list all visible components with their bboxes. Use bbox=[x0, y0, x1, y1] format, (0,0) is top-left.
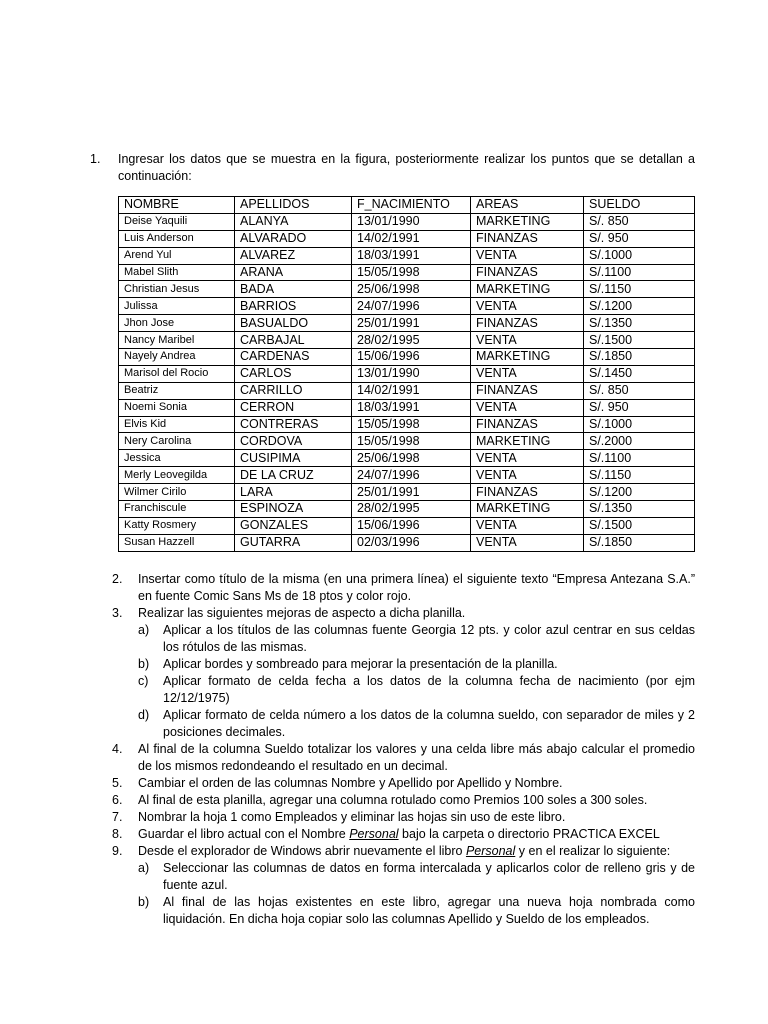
cell-nombre: Christian Jesus bbox=[119, 281, 235, 298]
step-number: 4. bbox=[112, 742, 123, 756]
substep-letter: a) bbox=[138, 861, 150, 875]
cell-f-nacimiento: 13/01/1990 bbox=[352, 365, 471, 382]
cell-f-nacimiento: 15/06/1996 bbox=[352, 517, 471, 534]
cell-f-nacimiento: 15/05/1998 bbox=[352, 416, 471, 433]
cell-apellidos: ARANA bbox=[235, 264, 352, 281]
cell-nombre: Beatriz bbox=[119, 382, 235, 399]
step-number: 6. bbox=[112, 793, 123, 807]
table-row bbox=[119, 365, 695, 382]
step-4 bbox=[112, 741, 695, 775]
cell-areas: FINANZAS bbox=[471, 382, 584, 399]
substep-text: Aplicar formato de celda fecha a los datos de la columna fecha de nacimiento (por ejm 12/12/1975) bbox=[163, 674, 695, 705]
cell-sueldo: S/.1450 bbox=[584, 365, 695, 382]
table-header-row bbox=[119, 197, 695, 214]
cell-sueldo: S/.1100 bbox=[584, 264, 695, 281]
cell-areas: MARKETING bbox=[471, 349, 584, 366]
cell-areas: FINANZAS bbox=[471, 264, 584, 281]
instruction-list bbox=[112, 571, 695, 928]
cell-apellidos: BARRIOS bbox=[235, 298, 352, 315]
step-text: Nombrar la hoja 1 como Empleados y eliminar las hojas sin uso de este libro. bbox=[138, 810, 566, 824]
substep-text: Aplicar bordes y sombreado para mejorar la presentación de la planilla. bbox=[163, 657, 558, 671]
cell-f-nacimiento: 15/05/1998 bbox=[352, 264, 471, 281]
substep-letter: c) bbox=[138, 674, 149, 688]
cell-apellidos: CARLOS bbox=[235, 365, 352, 382]
table-row bbox=[119, 264, 695, 281]
cell-sueldo: S/. 850 bbox=[584, 382, 695, 399]
cell-f-nacimiento: 25/06/1998 bbox=[352, 281, 471, 298]
cell-apellidos: CARRILLO bbox=[235, 382, 352, 399]
cell-apellidos: GUTARRA bbox=[235, 534, 352, 551]
employee-table bbox=[118, 196, 695, 552]
table-row bbox=[119, 450, 695, 467]
table-row bbox=[119, 298, 695, 315]
table-row bbox=[119, 349, 695, 366]
file-name-emphasis: Personal bbox=[465, 844, 516, 858]
step-text-part: bajo la carpeta o directorio PRACTICA EXCEL bbox=[398, 827, 660, 841]
table-row bbox=[119, 281, 695, 298]
file-name-emphasis: Personal bbox=[349, 827, 399, 841]
substep-letter: b) bbox=[138, 657, 150, 671]
cell-sueldo: S/.1850 bbox=[584, 534, 695, 551]
cell-f-nacimiento: 28/02/1995 bbox=[352, 501, 471, 518]
cell-sueldo: S/.1350 bbox=[584, 501, 695, 518]
table-row bbox=[119, 382, 695, 399]
table-row bbox=[119, 247, 695, 264]
step-text bbox=[138, 826, 695, 843]
step-7 bbox=[112, 809, 695, 826]
cell-apellidos: BASUALDO bbox=[235, 315, 352, 332]
question-1 bbox=[90, 151, 695, 185]
cell-apellidos: CERRON bbox=[235, 399, 352, 416]
cell-f-nacimiento: 24/07/1996 bbox=[352, 467, 471, 484]
cell-apellidos: ESPINOZA bbox=[235, 501, 352, 518]
cell-f-nacimiento: 25/01/1991 bbox=[352, 484, 471, 501]
cell-f-nacimiento: 25/06/1998 bbox=[352, 450, 471, 467]
cell-apellidos: ALVAREZ bbox=[235, 247, 352, 264]
cell-areas: VENTA bbox=[471, 247, 584, 264]
step-number: 7. bbox=[112, 810, 123, 824]
cell-f-nacimiento: 15/06/1996 bbox=[352, 349, 471, 366]
header-nombre: NOMBRE bbox=[119, 197, 235, 214]
cell-f-nacimiento: 14/02/1991 bbox=[352, 382, 471, 399]
cell-apellidos: ALANYA bbox=[235, 213, 352, 230]
step-number: 8. bbox=[112, 827, 123, 841]
cell-sueldo: S/.1500 bbox=[584, 332, 695, 349]
cell-nombre: Jhon Jose bbox=[119, 315, 235, 332]
cell-sueldo: S/.1100 bbox=[584, 450, 695, 467]
cell-sueldo: S/. 950 bbox=[584, 399, 695, 416]
step-text bbox=[138, 843, 695, 860]
cell-areas: FINANZAS bbox=[471, 416, 584, 433]
cell-apellidos: CONTRERAS bbox=[235, 416, 352, 433]
cell-sueldo: S/.1000 bbox=[584, 247, 695, 264]
cell-nombre: Noemi Sonia bbox=[119, 399, 235, 416]
step-3a bbox=[112, 622, 695, 656]
cell-nombre: Deise Yaquili bbox=[119, 213, 235, 230]
cell-nombre: Jessica bbox=[119, 450, 235, 467]
cell-sueldo: S/.1200 bbox=[584, 298, 695, 315]
cell-areas: VENTA bbox=[471, 450, 584, 467]
step-number: 9. bbox=[112, 844, 123, 858]
cell-areas: VENTA bbox=[471, 534, 584, 551]
cell-areas: MARKETING bbox=[471, 213, 584, 230]
step-text: Realizar las siguientes mejoras de aspecto a dicha planilla. bbox=[138, 606, 466, 620]
cell-f-nacimiento: 15/05/1998 bbox=[352, 433, 471, 450]
step-text: Al final de la columna Sueldo totalizar los valores y una celda libre más abajo calcular el promedio de los mismos redondeando el resultado en un decimal. bbox=[138, 742, 695, 773]
cell-f-nacimiento: 02/03/1996 bbox=[352, 534, 471, 551]
table-row bbox=[119, 433, 695, 450]
step-6 bbox=[112, 792, 695, 809]
cell-areas: VENTA bbox=[471, 365, 584, 382]
step-9a bbox=[112, 860, 695, 894]
cell-nombre: Marisol del Rocio bbox=[119, 365, 235, 382]
table-row bbox=[119, 213, 695, 230]
table-row bbox=[119, 230, 695, 247]
step-3b bbox=[112, 656, 695, 673]
question-1-number: 1. bbox=[90, 152, 101, 166]
cell-sueldo: S/.1150 bbox=[584, 281, 695, 298]
step-9b bbox=[112, 894, 695, 928]
cell-apellidos: GONZALES bbox=[235, 517, 352, 534]
cell-f-nacimiento: 18/03/1991 bbox=[352, 399, 471, 416]
cell-sueldo: S/.1850 bbox=[584, 349, 695, 366]
header-sueldo: SUELDO bbox=[584, 197, 695, 214]
step-5 bbox=[112, 775, 695, 792]
cell-nombre: Elvis Kid bbox=[119, 416, 235, 433]
cell-sueldo: S/. 850 bbox=[584, 213, 695, 230]
table-row bbox=[119, 501, 695, 518]
substep-text: Aplicar formato de celda número a los datos de la columna sueldo, con separador de miles y 2 posiciones decimales. bbox=[163, 708, 695, 739]
step-text-part: y en el realizar lo siguiente: bbox=[515, 844, 671, 858]
cell-sueldo: S/.1150 bbox=[584, 467, 695, 484]
cell-areas: MARKETING bbox=[471, 501, 584, 518]
substep-letter: d) bbox=[138, 708, 150, 722]
substep-text: Al final de las hojas existentes en este libro, agregar una nueva hoja nombrada como liquidación. En dicha hoja copiar solo las columnas Apellido y Sueldo de los empleados. bbox=[163, 895, 695, 926]
step-text: Al final de esta planilla, agregar una columna rotulado como Premios 100 soles a 300 soles. bbox=[138, 793, 648, 807]
cell-areas: MARKETING bbox=[471, 281, 584, 298]
cell-nombre: Franchiscule bbox=[119, 501, 235, 518]
cell-f-nacimiento: 13/01/1990 bbox=[352, 213, 471, 230]
step-3d bbox=[112, 707, 695, 741]
table-body bbox=[119, 213, 695, 551]
table-row bbox=[119, 315, 695, 332]
cell-areas: VENTA bbox=[471, 332, 584, 349]
step-2 bbox=[112, 571, 695, 605]
header-apellidos: APELLIDOS bbox=[235, 197, 352, 214]
cell-nombre: Wilmer Cirilo bbox=[119, 484, 235, 501]
table-row bbox=[119, 416, 695, 433]
step-text: Insertar como título de la misma (en una primera línea) el siguiente texto “Empresa Antezana S.A.” en fuente Comic Sans Ms de 18 ptos y color rojo. bbox=[138, 572, 695, 603]
step-number: 2. bbox=[112, 572, 123, 586]
cell-apellidos: CARBAJAL bbox=[235, 332, 352, 349]
question-1-text: Ingresar los datos que se muestra en la figura, posteriormente realizar los puntos que se detallan a continuación: bbox=[118, 152, 695, 183]
step-number: 3. bbox=[112, 606, 123, 620]
substep-letter: a) bbox=[138, 623, 150, 637]
cell-areas: FINANZAS bbox=[471, 315, 584, 332]
cell-apellidos: CARDENAS bbox=[235, 349, 352, 366]
step-9 bbox=[112, 843, 695, 860]
cell-apellidos: BADA bbox=[235, 281, 352, 298]
step-text: Cambiar el orden de las columnas Nombre y Apellido por Apellido y Nombre. bbox=[138, 776, 563, 790]
cell-f-nacimiento: 25/01/1991 bbox=[352, 315, 471, 332]
cell-nombre: Nayely Andrea bbox=[119, 349, 235, 366]
step-3 bbox=[112, 605, 695, 622]
cell-sueldo: S/.1350 bbox=[584, 315, 695, 332]
cell-f-nacimiento: 14/02/1991 bbox=[352, 230, 471, 247]
table-row bbox=[119, 467, 695, 484]
substep-text: Aplicar a los títulos de las columnas fuente Georgia 12 pts. y color azul centrar en sus celdas los rótulos de las mismas. bbox=[163, 623, 695, 654]
substep-letter: b) bbox=[138, 895, 150, 909]
table-row bbox=[119, 399, 695, 416]
cell-nombre: Luis Anderson bbox=[119, 230, 235, 247]
cell-nombre: Julissa bbox=[119, 298, 235, 315]
cell-sueldo: S/.1200 bbox=[584, 484, 695, 501]
cell-nombre: Nancy Maribel bbox=[119, 332, 235, 349]
cell-apellidos: LARA bbox=[235, 484, 352, 501]
cell-areas: VENTA bbox=[471, 298, 584, 315]
header-areas: AREAS bbox=[471, 197, 584, 214]
cell-apellidos: CUSIPIMA bbox=[235, 450, 352, 467]
cell-areas: MARKETING bbox=[471, 433, 584, 450]
cell-areas: VENTA bbox=[471, 517, 584, 534]
step-text-part: Guardar el libro actual con el Nombre bbox=[138, 827, 350, 841]
cell-areas: VENTA bbox=[471, 399, 584, 416]
table-row bbox=[119, 484, 695, 501]
cell-areas: VENTA bbox=[471, 467, 584, 484]
cell-sueldo: S/.1500 bbox=[584, 517, 695, 534]
cell-nombre: Susan Hazzell bbox=[119, 534, 235, 551]
cell-f-nacimiento: 28/02/1995 bbox=[352, 332, 471, 349]
cell-areas: FINANZAS bbox=[471, 230, 584, 247]
cell-apellidos: CORDOVA bbox=[235, 433, 352, 450]
cell-f-nacimiento: 18/03/1991 bbox=[352, 247, 471, 264]
cell-sueldo: S/.2000 bbox=[584, 433, 695, 450]
step-8 bbox=[112, 826, 695, 843]
cell-apellidos: ALVARADO bbox=[235, 230, 352, 247]
step-text-part: Desde el explorador de Windows abrir nuevamente el libro bbox=[138, 844, 466, 858]
table-row bbox=[119, 517, 695, 534]
cell-nombre: Mabel Slith bbox=[119, 264, 235, 281]
substep-text: Seleccionar las columnas de datos en forma intercalada y aplicarlos color de relleno gris y de fuente azul. bbox=[163, 861, 695, 892]
step-3c bbox=[112, 673, 695, 707]
table-row bbox=[119, 332, 695, 349]
step-number: 5. bbox=[112, 776, 123, 790]
cell-nombre: Arend Yul bbox=[119, 247, 235, 264]
cell-sueldo: S/.1000 bbox=[584, 416, 695, 433]
cell-areas: FINANZAS bbox=[471, 484, 584, 501]
cell-apellidos: DE LA CRUZ bbox=[235, 467, 352, 484]
table-row bbox=[119, 534, 695, 551]
cell-f-nacimiento: 24/07/1996 bbox=[352, 298, 471, 315]
cell-nombre: Katty Rosmery bbox=[119, 517, 235, 534]
header-f-nacimiento: F_NACIMIENTO bbox=[352, 197, 471, 214]
cell-nombre: Nery Carolina bbox=[119, 433, 235, 450]
cell-nombre: Merly Leovegilda bbox=[119, 467, 235, 484]
cell-sueldo: S/. 950 bbox=[584, 230, 695, 247]
